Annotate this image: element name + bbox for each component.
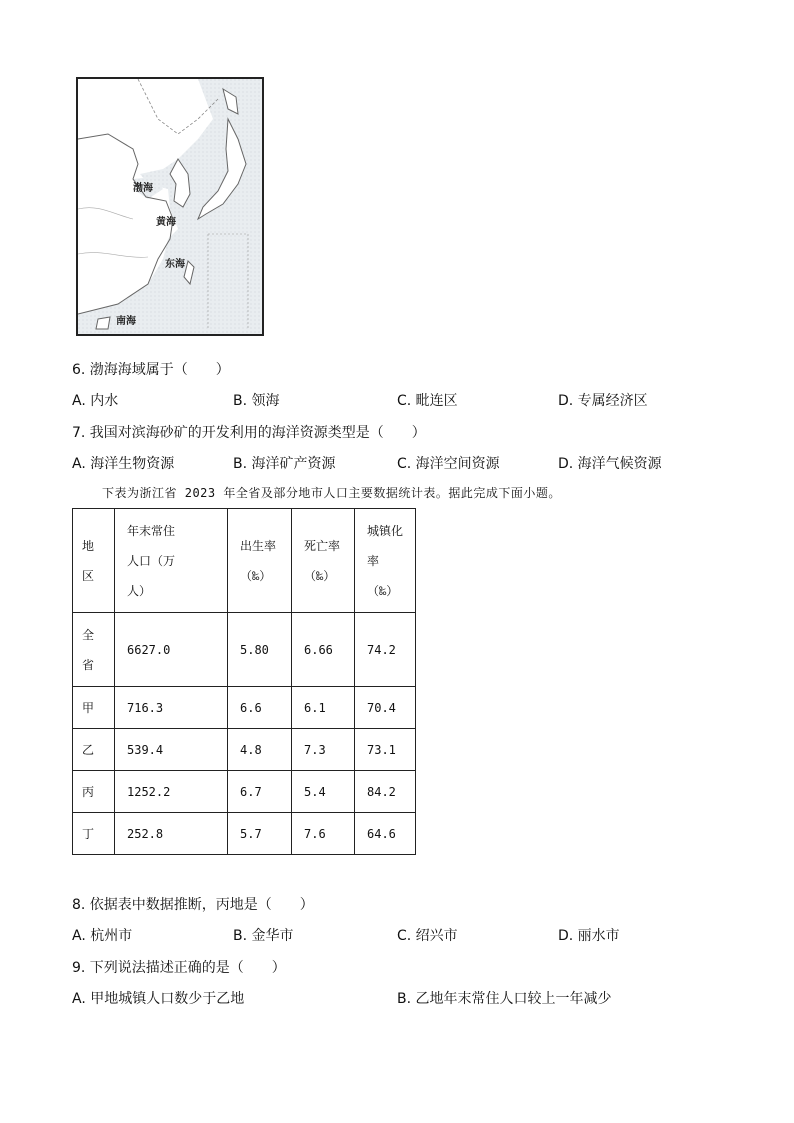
table-row	[73, 687, 416, 729]
cell-death-rate: 5.4	[292, 771, 355, 813]
question-8-option-a: A. 杭州市	[72, 928, 133, 944]
cell-birth-rate: 4.8	[228, 729, 292, 771]
question-7-option-a: A. 海洋生物资源	[72, 456, 175, 472]
cell-population: 539.4	[115, 729, 228, 771]
question-6-option-a: A. 内水	[72, 393, 119, 409]
question-8-option-d: D. 丽水市	[558, 928, 620, 944]
question-7-option-d: D. 海洋气候资源	[558, 456, 662, 472]
question-7-option-c: C. 海洋空间资源	[397, 456, 500, 472]
cell-death-rate: 6.1	[292, 687, 355, 729]
cell-death-rate: 6.66	[292, 613, 355, 687]
sea-map-drawing	[78, 79, 262, 334]
header-urbanization: 城镇化 率 （‰）	[355, 509, 416, 613]
cell-region: 乙	[73, 729, 115, 771]
question-7-option-b: B. 海洋矿产资源	[233, 456, 336, 472]
map-label-nanhai: 南海	[116, 316, 136, 327]
question-6-option-d: D. 专属经济区	[558, 393, 648, 409]
cell-death-rate: 7.6	[292, 813, 355, 855]
header-birth-rate: 出生率 （‰）	[228, 509, 292, 613]
cell-urbanization: 84.2	[355, 771, 416, 813]
population-table	[72, 508, 416, 855]
table-row	[73, 771, 416, 813]
cell-urbanization: 73.1	[355, 729, 416, 771]
cell-population: 6627.0	[115, 613, 228, 687]
cell-population: 716.3	[115, 687, 228, 729]
question-6-stem: 6. 渤海海域属于（ ）	[72, 362, 230, 378]
cell-birth-rate: 6.6	[228, 687, 292, 729]
map-label-donghai: 东海	[165, 259, 185, 270]
question-8-option-c: C. 绍兴市	[397, 928, 458, 944]
cell-population: 252.8	[115, 813, 228, 855]
question-9-option-b: B. 乙地年末常住人口较上一年减少	[397, 991, 612, 1007]
question-9-option-a: A. 甲地城镇人口数少于乙地	[72, 991, 245, 1007]
cell-region: 丁	[73, 813, 115, 855]
question-7-stem: 7. 我国对滨海砂矿的开发利用的海洋资源类型是（ ）	[72, 425, 426, 441]
header-population: 年末常住 人口（万 人）	[115, 509, 228, 613]
map-label-bohai: 渤海	[133, 183, 153, 194]
sea-map	[76, 77, 264, 336]
table-row	[73, 729, 416, 771]
cell-urbanization: 64.6	[355, 813, 416, 855]
question-8-option-b: B. 金华市	[233, 928, 294, 944]
cell-birth-rate: 5.80	[228, 613, 292, 687]
question-6-option-c: C. 毗连区	[397, 393, 458, 409]
header-death-rate: 死亡率 （‰）	[292, 509, 355, 613]
table-row	[73, 813, 416, 855]
question-6-option-b: B. 领海	[233, 393, 280, 409]
table-row	[73, 613, 416, 687]
cell-birth-rate: 6.7	[228, 771, 292, 813]
cell-region: 甲	[73, 687, 115, 729]
cell-urbanization: 74.2	[355, 613, 416, 687]
question-8-stem: 8. 依据表中数据推断，丙地是（ ）	[72, 897, 314, 913]
cell-death-rate: 7.3	[292, 729, 355, 771]
cell-region: 全 省	[73, 613, 115, 687]
cell-urbanization: 70.4	[355, 687, 416, 729]
table-header-row	[73, 509, 416, 613]
cell-region: 丙	[73, 771, 115, 813]
table-intro: 下表为浙江省 2023 年全省及部分地市人口主要数据统计表。据此完成下面小题。	[102, 486, 561, 500]
cell-birth-rate: 5.7	[228, 813, 292, 855]
cell-population: 1252.2	[115, 771, 228, 813]
header-region: 地 区	[73, 509, 115, 613]
map-label-huanghai: 黄海	[156, 217, 176, 228]
question-9-stem: 9. 下列说法描述正确的是（ ）	[72, 960, 286, 976]
